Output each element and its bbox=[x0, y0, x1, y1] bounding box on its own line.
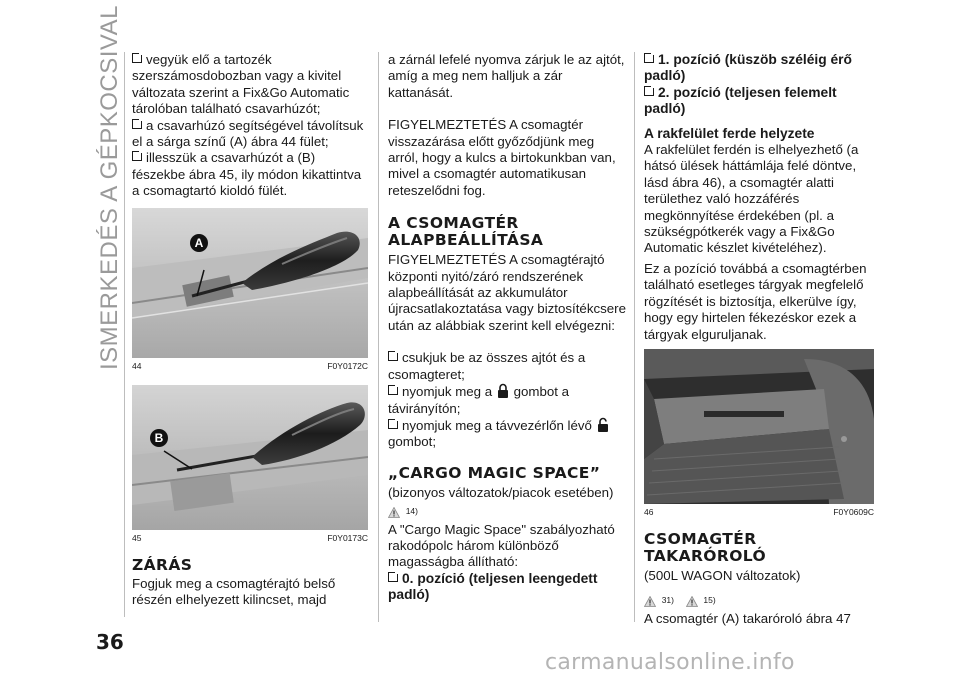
reference-line bbox=[388, 503, 626, 521]
paragraph: (500L WAGON változatok) bbox=[644, 567, 801, 583]
reference-number: 15) bbox=[703, 595, 716, 606]
unlock-icon bbox=[597, 417, 609, 433]
list-item: csukjuk be az összes ajtót és a csomagteret; bbox=[388, 350, 586, 382]
warning-triangle-icon bbox=[686, 596, 698, 607]
paragraph: (bizonyos változatok/piacok esetében) bbox=[388, 484, 614, 500]
paragraph: A rakfelület ferdén is elhelyezhető (a hátsó ülések háttámlája felé döntve, lásd ábra 46), a csomagtér alatti területhez való hozzáférés megkönnyítése érdekében (pl. a szükségpótkerék vagy a Fix&Go Automatic készlet kivételéhez). bbox=[644, 142, 859, 256]
warning-paragraph: FIGYELMEZTETÉS A csomagtér visszazárása előtt győződjünk meg arról, hogy a kulcs a birtokunkban van, mivel a csomagtér automatikusan reteszelődni fog. bbox=[388, 117, 616, 198]
reference-number: 31) bbox=[661, 595, 674, 606]
figure-caption bbox=[132, 533, 368, 543]
list-item: 2. pozíció (teljesen felemelt padló) bbox=[644, 84, 837, 117]
warning-paragraph: FIGYELMEZTETÉS A csomagtérajtó központi nyitó/záró rendszerének alapbeállítását az akkumulátor újracsatlakoztatása vagy biztosítékcsere után az alábbiak szerint kell elvégezni: bbox=[388, 252, 626, 333]
watermark: carmanualsonline.info bbox=[545, 650, 795, 675]
checkbox-bullet-icon bbox=[644, 86, 654, 96]
figure-number: 45 bbox=[132, 532, 142, 543]
list-item: 0. pozíció (teljesen leengedett padló) bbox=[388, 570, 598, 603]
list-item: nyomjuk meg a gombot a távirányítón; bbox=[388, 384, 570, 416]
figure-code: F0Y0172C bbox=[327, 360, 368, 371]
figure-45 bbox=[132, 385, 368, 530]
figure-caption bbox=[132, 361, 368, 371]
column-1 bbox=[132, 52, 368, 608]
section-heading-takaroroló: CSOMAGTÉR TAKARÓROLÓ bbox=[644, 529, 767, 565]
chapter-title-text: ISMERKEDÉS A GÉPKOCSIVAL bbox=[96, 4, 123, 370]
checkbox-bullet-icon bbox=[388, 351, 398, 361]
section-heading-cargo-magic-space: „CARGO MAGIC SPACE” bbox=[388, 463, 601, 482]
checkbox-bullet-icon bbox=[132, 53, 142, 63]
checkbox-bullet-icon bbox=[388, 419, 398, 429]
list-item: a csavarhúzó segítségével távolítsuk el a sárga színű (A) ábra 44 fület; bbox=[132, 117, 364, 150]
screwdriver-slot-illustration bbox=[132, 385, 368, 530]
figure-caption bbox=[644, 507, 874, 517]
checkbox-bullet-icon bbox=[644, 53, 654, 63]
callout-a: A bbox=[190, 234, 208, 252]
checkbox-bullet-icon bbox=[388, 572, 398, 582]
figure-number: 44 bbox=[132, 360, 142, 371]
checkbox-bullet-icon bbox=[132, 119, 142, 129]
callout-b: B bbox=[150, 429, 168, 447]
column-divider bbox=[124, 52, 125, 617]
reference-number: 14) bbox=[405, 506, 418, 517]
section-heading-alapbeallitas: A CSOMAGTÉR ALAPBEÁLLÍTÁSA bbox=[388, 214, 544, 250]
screwdriver-tab-illustration bbox=[132, 208, 368, 358]
paragraph: Fogjuk meg a csomagtérajtó belső részén elhelyezett kilincset, majd bbox=[132, 575, 336, 608]
figure-44 bbox=[132, 208, 368, 358]
list-item: nyomjuk meg a távvezérlőn lévő gombot; bbox=[388, 417, 626, 451]
column-divider bbox=[378, 52, 379, 622]
checkbox-bullet-icon bbox=[388, 385, 398, 395]
list-item: illesszük a csavarhúzót a (B) fészekbe ábra 45, ily módon kikattintva a csomagtartó kioldó fülét. bbox=[132, 150, 362, 199]
paragraph: A csomagtér (A) takaróroló ábra 47 bbox=[644, 610, 851, 626]
reference-line bbox=[644, 592, 880, 610]
paragraph: a zárnál lefelé nyomva zárjuk le az ajtót, amíg a meg nem halljuk a zár kattanását. bbox=[388, 52, 625, 100]
subheading-rakfelulet: A rakfelület ferde helyzete bbox=[644, 125, 815, 141]
checkbox-bullet-icon bbox=[132, 151, 142, 161]
warning-triangle-icon bbox=[388, 507, 400, 518]
page-number: 36 bbox=[96, 630, 124, 654]
figure-code: F0Y0173C bbox=[327, 532, 368, 543]
lock-icon bbox=[497, 383, 509, 399]
figure-46 bbox=[644, 349, 874, 504]
column-2 bbox=[388, 52, 626, 604]
cargo-area-illustration bbox=[644, 349, 874, 504]
list-item: vegyük elő a tartozék szerszámosdobozban vagy a kivitel változata szerint a Fix&Go Automatic tárolóban található csavarhúzót; bbox=[132, 52, 350, 117]
column-divider bbox=[634, 52, 635, 622]
warning-triangle-icon bbox=[644, 596, 656, 607]
list-item: 1. pozíció (küszöb széléig érő padló) bbox=[644, 52, 852, 84]
section-heading-zaras: ZÁRÁS bbox=[132, 555, 193, 574]
figure-number: 46 bbox=[644, 506, 654, 517]
chapter-title-vertical bbox=[96, 4, 123, 370]
column-3 bbox=[644, 52, 880, 627]
paragraph: A "Cargo Magic Space" szabályozható rakodópolc három különböző magasságba állítható: bbox=[388, 521, 615, 570]
figure-code: F0Y0609C bbox=[833, 506, 874, 517]
paragraph: Ez a pozíció továbbá a csomagtérben található esetleges tárgyak megfelelő rögzítését is biztosítja, elkerülve így, hogy egy hirtelen fékezéskor ezek a tárgyak elguruljanak. bbox=[644, 260, 867, 342]
